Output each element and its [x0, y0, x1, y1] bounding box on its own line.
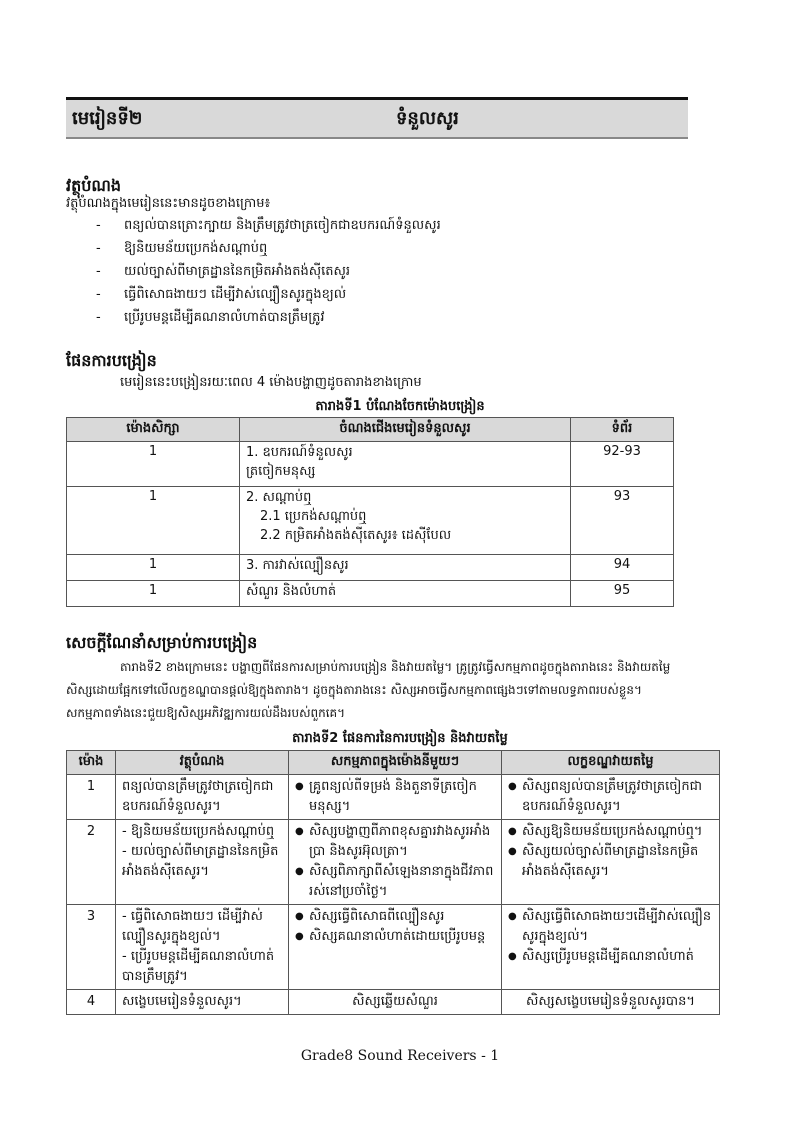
page-footer: Grade8 Sound Receivers - 1 [300, 1048, 500, 1064]
lesson-number: មេរៀនទី២ [72, 108, 143, 129]
guide-paragraph: តារាងទី2 ខាងក្រោមនេះ បង្ហាញពីផែនការសម្រាប់ការបង្រៀន និងវាយតម្លៃ។ គ្រូត្រូវធ្វើសកម្មភាពដូចក្នុងតារាងនេះ និងវាយតម្លៃ សិស្សដោយផ្អែកទៅលើលក្ខខណ្ឌបានផ្ដល់ឱ្យក្នុងតារាង។ ដូចក្នុងតារាងនេះ សិស្សអាចធ្វើសកម្មភាពផ្សេងៗទៅតាមលទ្ធភាពរបស់ខ្លួន។ សកម្មភាពទាំងនេះជួយឱ្យសិស្សអភិវឌ្ឍការយល់ដឹងរបស់ពួកគេ។ [66, 660, 671, 720]
table-row: 1 សំណួរ និងលំហាត់ 95 [67, 581, 674, 607]
lesson-title-bar [66, 97, 688, 139]
objectives-intro: វត្ថុបំណងក្នុងមេរៀននេះមានដូចខាងក្រោម៖ [66, 196, 271, 211]
column-header: លក្ខខណ្ឌវាយតម្លៃ [502, 751, 720, 775]
plan-heading: ផែនការបង្រៀន [66, 351, 157, 370]
column-header: ចំណងជើងមេរៀនទំនួលសូរ [240, 418, 571, 442]
objectives-heading: វត្ថុបំណង [66, 176, 122, 195]
column-header: ម៉ោង [67, 751, 116, 775]
list-item: - ពន្យល់បានត្រោះក្បាយ និងត្រឹមត្រូវថាត្រចៀកជាឧបករណ៍ទំនួលសូរ [96, 218, 441, 233]
objectives-list [96, 214, 441, 329]
table-row: 1 3. ការវាស់ល្បឿនសូរ 94 [67, 555, 674, 581]
list-item: - ធ្វើពិសោធងាយៗ ដើម្បីវាស់ល្បឿនសូរក្នុងខ្យល់ [96, 287, 347, 302]
table2-caption: តារាងទី2 ផែនការនៃការបង្រៀន និងវាយតម្លៃ [292, 731, 508, 746]
list-item: - យល់ច្បាស់ពីមាត្រដ្ឋាននៃកម្រិតអាំងតង់ស៊ីតេសូរ [96, 264, 350, 279]
hours-table [66, 417, 674, 607]
plan-intro: មេរៀននេះបង្រៀនរយៈពេល 4 ម៉ោងបង្ហាញដូចតារាងខាងក្រោម [120, 375, 422, 390]
column-header: ម៉ោងសិក្សា [67, 418, 240, 442]
table-row: 3 - ធ្វើពិសោធងាយៗ ដើម្បីវាស់ល្បឿនសូរក្នុងខ្យល់។ - ប្រើរូបមន្តដើម្បីគណនាលំហាត់បានត្រឹមត្រូវ។ ● សិស្សធ្វើពិសោធពីល្បឿនសូរ ● សិស្សគណនាលំហាត់ដោយប្រើរូបមន្ត ● សិស្សធ្វើពិសោធងាយៗដើម្បីវាស់ល្បឿនសូរក្នុងខ្យល់។ ● សិស្សប្រើរូបមន្តដើម្បីគណនាលំហាត់ [67, 905, 720, 990]
column-header: ទំព័រ [571, 418, 674, 442]
table-row: 1 ពន្យល់បានត្រឹមត្រូវថាត្រចៀកជាឧបករណ៍ទំនួលសូរ។ ● គ្រូពន្យល់ពីទម្រង់ និងតួនាទីត្រចៀកមនុស្ស។ ● សិស្សពន្យល់បានត្រឹមត្រូវថាត្រចៀកជាឧបករណ៍ទំនួលសូរ។ [67, 775, 720, 820]
column-header: សកម្មភាពក្នុងម៉ោងនីមួយៗ [289, 751, 502, 775]
lesson-title: ទំនួលសូរ [396, 108, 459, 129]
table1-caption: តារាងទី1 បំណែងចែកម៉ោងបង្រៀន [315, 399, 485, 414]
list-item: - ឱ្យនិយមន័យប្រេកង់សណ្ដាប់ឮ [96, 241, 268, 256]
teaching-plan-table [66, 750, 720, 1015]
guide-heading: សេចក្ដីណែនាំសម្រាប់ការបង្រៀន [66, 633, 258, 652]
table-row: 1 2. សណ្ដាប់ឮ 2.1 ប្រេកង់សណ្ដាប់ឮ 2.2 កម្រិតអាំងតង់ស៊ីតេសូរ៖ ដេស៊ីបែល 93 [67, 487, 674, 555]
table-row: 1 1. ឧបករណ៍ទំនួលសូរ ត្រចៀកមនុស្ស 92-93 [67, 442, 674, 487]
column-header: វត្ថុបំណង [116, 751, 289, 775]
table-row: 4 សង្ខេបមេរៀនទំនួលសូរ។ សិស្សឆ្លើយសំណួរ សិស្សសង្ខេបមេរៀនទំនួលសូរបាន។ [67, 990, 720, 1015]
table-row: 2 - ឱ្យនិយមន័យប្រេកង់សណ្ដាប់ឮ - យល់ច្បាស់ពីមាត្រដ្ឋាននៃកម្រិតអាំងតង់ស៊ីតេសូរ។ ● សិស្សបង្ហាញពីភាពខុសគ្នារវាងសូរអាំងប្រា និងសូរអ៊ុលត្រា។ ● សិស្សពិភាក្សាពីសំឡេងនានាក្នុងជីវភាពរស់នៅប្រចាំថ្ងៃ។ ● សិស្សឱ្យនិយមន័យប្រេកង់សណ្ដាប់ឮ។ ● សិស្សយល់ច្បាស់ពីមាត្រដ្ឋាននៃកម្រិតអាំងតង់ស៊ីតេសូរ។ [67, 820, 720, 905]
list-item: - ប្រើរូបមន្តដើម្បីគណនាលំហាត់បានត្រឹមត្រូវ [96, 310, 325, 325]
